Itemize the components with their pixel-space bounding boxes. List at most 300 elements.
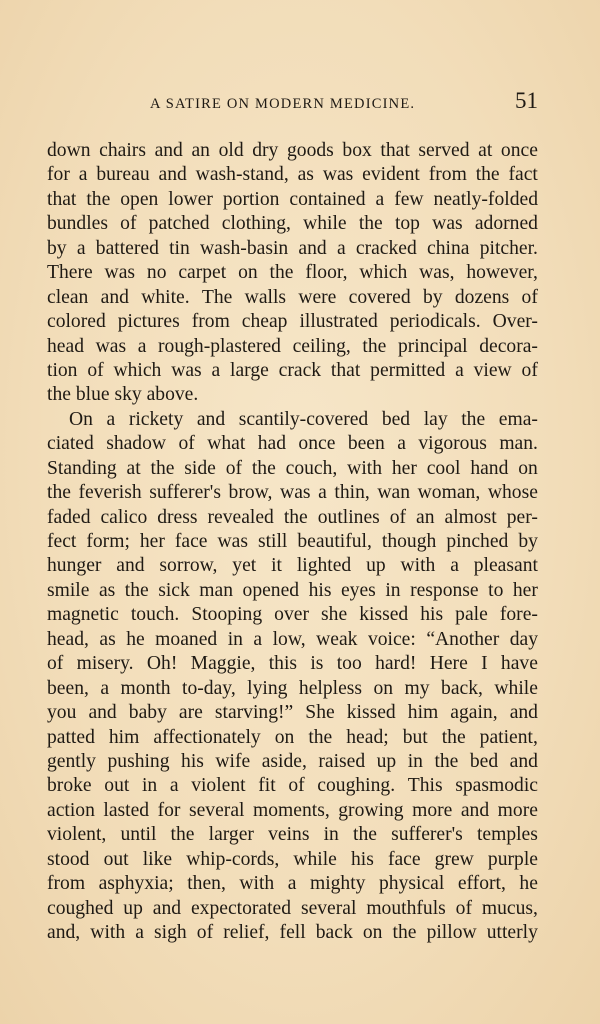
- word: pale: [455, 604, 488, 626]
- word: pictures: [117, 311, 180, 333]
- word: wan: [377, 482, 411, 504]
- word: on: [274, 726, 295, 748]
- word: month: [120, 677, 171, 699]
- word: purple: [487, 848, 538, 870]
- word: box: [342, 140, 372, 161]
- word: a: [455, 359, 464, 381]
- word: veins: [268, 824, 310, 846]
- word: that: [380, 140, 410, 161]
- word: while: [303, 213, 347, 235]
- word: battered: [95, 237, 159, 259]
- text-line: [47, 261, 538, 285]
- word: her: [139, 531, 165, 552]
- word: a: [169, 775, 179, 797]
- word: been,: [47, 677, 89, 699]
- word: what: [207, 433, 246, 455]
- word: response: [410, 579, 479, 601]
- word: that: [330, 359, 361, 381]
- word: temples: [476, 824, 538, 846]
- word: lying: [247, 677, 288, 699]
- text-line: [47, 237, 538, 261]
- word: and,: [47, 922, 81, 943]
- word: revealed: [207, 506, 274, 528]
- word: thin,: [334, 482, 370, 504]
- word: of: [178, 433, 195, 455]
- word: opened: [242, 579, 300, 601]
- word: the: [251, 457, 276, 479]
- word: to-day,: [182, 677, 236, 699]
- word: and: [158, 164, 187, 186]
- word: the: [283, 506, 308, 528]
- word: portion: [222, 188, 280, 210]
- word: once: [500, 140, 538, 161]
- word: his: [308, 579, 332, 601]
- word: violent: [191, 775, 246, 797]
- word: a: [76, 237, 86, 259]
- text-line: [47, 359, 538, 383]
- word: On: [69, 408, 93, 430]
- word: touch.: [130, 604, 180, 626]
- word: in: [407, 750, 423, 772]
- word: The: [201, 286, 233, 308]
- word: mouthfuls: [366, 897, 446, 919]
- word: over: [274, 604, 309, 626]
- word: large: [230, 359, 269, 381]
- word: tion: [47, 359, 78, 381]
- word: several: [300, 897, 357, 919]
- word: a: [106, 408, 116, 430]
- word: dozens: [454, 286, 510, 308]
- word: day: [509, 628, 538, 650]
- word: the: [308, 726, 333, 748]
- word: fect: [47, 531, 77, 552]
- word: ciated: [47, 433, 94, 455]
- word: a: [100, 677, 110, 699]
- word: Oh!: [146, 653, 178, 675]
- word: hard!: [375, 653, 417, 675]
- word: were: [298, 286, 337, 308]
- word: growing: [338, 799, 404, 821]
- word: lasted: [103, 799, 150, 821]
- word: I: [481, 653, 488, 675]
- word: vigorous: [418, 433, 487, 455]
- word: been: [347, 433, 385, 455]
- word: relief,: [223, 922, 270, 943]
- text-line: [47, 750, 538, 774]
- word: dry: [252, 140, 279, 161]
- word: mucus,: [481, 897, 538, 919]
- word: from: [47, 873, 86, 895]
- word: more: [412, 799, 453, 821]
- word: periodicals.: [389, 311, 481, 333]
- word: and: [100, 286, 129, 308]
- word: and: [509, 750, 538, 772]
- word: dress: [157, 506, 198, 528]
- word: Standing: [47, 457, 117, 479]
- word: man: [199, 579, 234, 601]
- word: evident: [362, 164, 420, 186]
- word: starving!”: [214, 702, 294, 724]
- word: several: [188, 799, 245, 821]
- word: sick: [158, 579, 190, 601]
- word: expectorated: [190, 897, 292, 919]
- word: outlines: [317, 506, 380, 528]
- word: fore-: [499, 604, 538, 626]
- word: had: [257, 433, 286, 455]
- word: lighted: [296, 555, 352, 577]
- word: and: [152, 897, 182, 919]
- word: cheap: [241, 311, 288, 333]
- word: like: [142, 848, 173, 870]
- word: physical: [379, 873, 445, 895]
- word: goods: [286, 140, 334, 161]
- word: as: [297, 164, 314, 186]
- word: coughed: [47, 897, 114, 919]
- word: couch,: [285, 457, 338, 479]
- word: violent,: [47, 824, 107, 846]
- word: which: [359, 262, 408, 284]
- word: floor,: [305, 262, 348, 284]
- word: head;: [346, 726, 389, 748]
- word: She: [305, 702, 335, 724]
- word: is: [310, 653, 324, 675]
- word: of: [120, 213, 137, 235]
- word: and: [460, 799, 490, 821]
- word: hand: [470, 457, 509, 479]
- word: to: [488, 579, 504, 601]
- word: crack: [278, 359, 322, 381]
- text-line: [47, 579, 538, 603]
- word: back,: [441, 677, 483, 699]
- word: chairs: [99, 140, 146, 161]
- word: was: [217, 531, 248, 552]
- word: magnetic: [47, 604, 119, 626]
- word: china: [427, 237, 470, 259]
- word: contained: [289, 188, 366, 210]
- word: wife: [215, 750, 251, 772]
- word: bed: [469, 750, 499, 772]
- word: and: [298, 237, 327, 259]
- text-line: [47, 408, 538, 432]
- word: while: [494, 677, 538, 699]
- word: patched: [148, 213, 210, 235]
- word: affectionately: [153, 726, 261, 748]
- word: top: [394, 213, 420, 235]
- word: of: [455, 897, 472, 919]
- word: of: [288, 775, 305, 797]
- word: in: [385, 579, 401, 601]
- word: the: [441, 726, 466, 748]
- word: moaned: [155, 628, 218, 650]
- word: per-: [506, 506, 538, 528]
- word: face: [387, 848, 421, 870]
- word: eyes: [340, 579, 376, 601]
- word: she: [321, 604, 348, 626]
- word: sufferer's: [391, 824, 463, 846]
- word: effort,: [457, 873, 506, 895]
- word: broke: [47, 775, 92, 797]
- word: for: [157, 799, 181, 821]
- word: the: [358, 213, 383, 235]
- word: him: [407, 702, 439, 724]
- word: colored: [47, 311, 106, 333]
- word: and: [196, 408, 226, 430]
- text-line: [47, 212, 538, 236]
- word: fact: [508, 164, 538, 186]
- word: a: [137, 335, 147, 357]
- word: of: [521, 359, 538, 381]
- word: pitcher.: [479, 237, 538, 259]
- text-line: [47, 652, 538, 676]
- word: whip-cords,: [186, 848, 280, 870]
- word: of: [389, 506, 407, 528]
- word: however,: [466, 262, 538, 284]
- word: a: [78, 164, 88, 186]
- word: he: [126, 628, 145, 650]
- word: while: [293, 848, 337, 870]
- page-number: 51: [515, 88, 538, 113]
- text-line: [47, 897, 538, 921]
- word: her: [391, 457, 417, 479]
- word: an: [191, 140, 210, 161]
- word: the: [124, 579, 149, 601]
- word: up: [123, 897, 143, 919]
- word: was: [171, 359, 202, 381]
- word: aside,: [261, 750, 307, 772]
- word: and: [154, 140, 183, 161]
- word: that: [47, 188, 77, 210]
- word: a: [318, 482, 327, 504]
- word: head,: [47, 628, 89, 650]
- word: gently: [47, 750, 96, 772]
- word: fell: [279, 922, 306, 943]
- word: weak: [316, 628, 358, 650]
- word: back: [315, 922, 353, 943]
- word: larger: [208, 824, 254, 846]
- word: was: [322, 164, 354, 186]
- word: adorned: [474, 213, 538, 235]
- text-line: [47, 530, 538, 554]
- body-text: [47, 139, 538, 945]
- word: though: [381, 531, 437, 552]
- word: a: [450, 555, 459, 577]
- word: his: [420, 604, 444, 626]
- word: out: [104, 775, 130, 797]
- word: are: [178, 702, 203, 724]
- word: in: [323, 824, 339, 846]
- word: man.: [499, 433, 538, 455]
- word: sufferer's: [149, 482, 221, 504]
- word: by: [518, 531, 538, 552]
- word: clean: [47, 286, 89, 308]
- word: him: [108, 726, 140, 748]
- word: the: [461, 408, 486, 430]
- text-line: [47, 432, 538, 456]
- word: neatly-folded: [433, 188, 538, 210]
- word: permitted: [370, 359, 446, 381]
- text-line: [47, 163, 538, 187]
- word: his: [181, 750, 204, 772]
- word: no: [146, 262, 167, 284]
- word: head: [47, 335, 84, 357]
- text-line: [47, 774, 538, 798]
- word: the: [47, 482, 71, 504]
- text-line: [47, 603, 538, 627]
- word: cracked: [355, 237, 417, 259]
- word: her: [512, 579, 538, 601]
- word: of: [225, 457, 243, 479]
- word: a: [211, 359, 221, 381]
- word: up: [366, 555, 386, 577]
- word: then,: [187, 873, 226, 895]
- word: clothing,: [221, 213, 291, 235]
- word: sigh: [154, 922, 187, 943]
- word: as: [98, 579, 116, 601]
- word: which: [113, 359, 162, 381]
- word: walls: [244, 286, 287, 308]
- word: bureau: [96, 164, 150, 186]
- word: and: [509, 702, 538, 724]
- word: old: [218, 140, 244, 161]
- word: still: [257, 531, 288, 552]
- word: pleasant: [473, 555, 538, 577]
- word: rickety: [128, 408, 184, 430]
- word: bed: [381, 408, 411, 430]
- word: but: [402, 726, 428, 748]
- word: he: [519, 873, 538, 895]
- text-line: [47, 335, 538, 359]
- text-line: [47, 799, 538, 823]
- word: almost: [444, 506, 497, 528]
- word: low,: [272, 628, 306, 650]
- word: of: [521, 286, 538, 308]
- word: on: [518, 457, 538, 479]
- word: mighty: [309, 873, 366, 895]
- text-line: [47, 677, 538, 701]
- word: This: [407, 775, 443, 797]
- word: the: [434, 750, 459, 772]
- word: more: [497, 799, 538, 821]
- word: this: [268, 653, 298, 675]
- word: of: [87, 359, 104, 381]
- word: yet: [232, 555, 257, 577]
- word: a: [397, 433, 406, 455]
- word: fit: [258, 775, 276, 797]
- word: open: [120, 188, 159, 210]
- word: moments,: [252, 799, 330, 821]
- word: on: [362, 922, 383, 943]
- word: in: [227, 628, 243, 650]
- word: it: [271, 555, 282, 577]
- word: shadow: [106, 433, 167, 455]
- word: form;: [86, 531, 130, 552]
- word: the: [353, 824, 377, 846]
- word: pushing: [107, 750, 170, 772]
- word: by: [47, 237, 67, 259]
- word: was: [95, 335, 127, 357]
- word: rough-plastered: [158, 335, 281, 357]
- word: raised: [318, 750, 366, 772]
- word: was: [432, 213, 463, 235]
- word: was: [280, 482, 311, 504]
- text-line: [47, 481, 538, 505]
- word: pinched: [446, 531, 509, 552]
- word: with: [400, 555, 436, 577]
- word: kissed: [346, 702, 396, 724]
- word: view: [473, 359, 512, 381]
- word: coughing.: [317, 775, 396, 797]
- text-line: [47, 457, 538, 481]
- word: stood: [47, 848, 90, 870]
- word: baby: [128, 702, 167, 724]
- word: wash-stand,: [195, 164, 289, 186]
- text-line: the blue sky above.: [47, 384, 199, 406]
- word: again,: [450, 702, 498, 724]
- text-line: [47, 310, 538, 334]
- text-line: [47, 139, 538, 163]
- word: the: [475, 164, 500, 186]
- word: spasmodic: [455, 775, 538, 797]
- word: for: [47, 164, 70, 186]
- text-line: [47, 921, 538, 945]
- word: ceiling,: [292, 335, 351, 357]
- text-line: [47, 188, 538, 212]
- word: patient,: [479, 726, 538, 748]
- text-line: [47, 701, 538, 725]
- word: voice:: [367, 628, 416, 650]
- word: a: [287, 873, 297, 895]
- word: with: [239, 873, 275, 895]
- running-title: A SATIRE ON MODERN MEDICINE.: [150, 96, 416, 112]
- word: face: [174, 531, 208, 552]
- text-line: [47, 286, 538, 310]
- word: was: [104, 262, 136, 284]
- word: down: [47, 140, 91, 161]
- text-line: [47, 506, 538, 530]
- word: by: [422, 286, 443, 308]
- word: Stooping: [191, 604, 263, 626]
- word: Maggie,: [190, 653, 256, 675]
- word: have: [500, 653, 538, 675]
- word: a: [336, 237, 346, 259]
- word: an: [416, 506, 435, 528]
- word: the: [269, 262, 294, 284]
- word: out: [103, 848, 129, 870]
- text-line: [47, 726, 538, 750]
- word: the: [150, 457, 175, 479]
- word: a: [253, 628, 263, 650]
- word: sorrow,: [159, 555, 218, 577]
- word: my: [404, 677, 430, 699]
- word: faded: [47, 506, 91, 528]
- word: feverish: [78, 482, 142, 504]
- text-line: [47, 554, 538, 578]
- word: smile: [47, 579, 90, 601]
- word: with: [90, 922, 126, 943]
- word: lower: [168, 188, 213, 210]
- word: wash-basin: [200, 237, 289, 259]
- word: you: [47, 702, 77, 724]
- word: helpless: [298, 677, 363, 699]
- word: the: [392, 922, 417, 943]
- word: too: [336, 653, 362, 675]
- word: side: [184, 457, 216, 479]
- word: was,: [419, 262, 455, 284]
- word: a: [135, 922, 144, 943]
- word: carpet: [178, 262, 227, 284]
- word: at: [126, 457, 141, 479]
- word: “Another: [426, 628, 500, 650]
